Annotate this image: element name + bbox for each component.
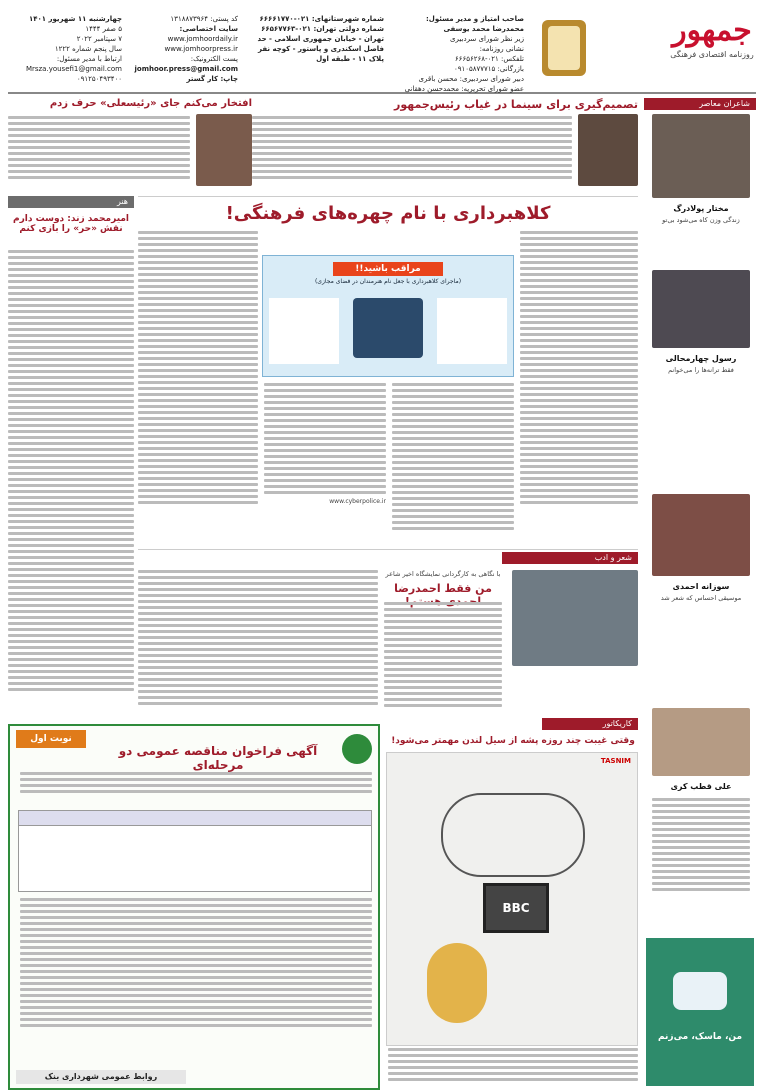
hacker-icon: [353, 298, 423, 358]
mask-icon: [673, 972, 727, 1010]
poet-name: علی قطب کری: [670, 782, 732, 791]
article-text: [252, 116, 572, 182]
cartoon-box: کاریکاتور وقتی غیبت چند روزه پشه از سیل لندن مهمتر می‌شود! TASNIM BBC: [388, 718, 638, 1086]
poet-text: موسیقی احساس که شعر شد: [660, 594, 742, 602]
cartoon-image: TASNIM BBC: [386, 752, 638, 1046]
covid-ad: من، ماسک، می‌زنم: [646, 938, 754, 1086]
fakhr-story: افتخار می‌کنم جای «رئیسعلی» حرف زدم: [8, 98, 252, 190]
poet-text: زندگی وزن کاه می‌شود بی‌تو: [662, 216, 740, 224]
infographic: مراقب باشید!! (ماجرای کلاهبرداری با جعل نام هنرمندان در فضای مجازی): [262, 255, 514, 377]
poet-text: فقط ترانه‌ها را می‌خوانم: [668, 366, 734, 374]
article-text: [388, 1048, 638, 1084]
tv-icon: BBC: [483, 883, 549, 933]
article-text: [264, 383, 386, 506]
section-band: شاعران معاصر: [644, 98, 756, 110]
article-text: [138, 570, 378, 708]
newspaper-logo: جمهور روزنامه اقتصادی فرهنگی: [670, 13, 754, 59]
infographic-text: [269, 298, 339, 364]
tender-table: [18, 810, 372, 892]
poet-name: رسول چهارمحالی: [665, 354, 737, 363]
mosquito-icon: [427, 943, 487, 1023]
festival-emblem-icon: [542, 20, 586, 76]
masthead-col4: چهارشنبه ۱۱ شهریور ۱۴۰۱ ۵ صفر ۱۴۴۴ ۷ سپتامبر ۲۰۲۲ سال پنجم شماره ۱۲۲۲ ارتباط با مدیر مسئول: Mrsza.yousefi1@gmail.com ۰۹۱۲۵۰۴۹۳۴۰۰: [25, 15, 122, 83]
article-text: [8, 116, 190, 182]
main-story: کلاهبرداری با نام چهره‌های فرهنگی! مراقب باشید!! (ماجرای کلاهبرداری با جعل نام هنرمندان در فضای مجازی) www.cyberpolice.ir: [138, 196, 638, 550]
poet-name: سوزانه احمدی: [672, 582, 730, 591]
article-photo: [512, 570, 638, 666]
poet-photo: [652, 494, 750, 576]
poet-photo: [652, 114, 750, 198]
poets-column: [644, 98, 756, 1088]
speech-bubble-icon: [441, 793, 585, 877]
poet-photo: [652, 270, 750, 348]
article-text: [392, 383, 514, 533]
article-photo: [196, 114, 252, 186]
masthead-col1: صاحب امتیاز و مدیر مسئول: محمدرضا محمد یوسفی زیر نظر شورای سردبیری نشانی روزنامه: تلفکس: ۰۲۱-۶۶۶۵۶۲۶۸ بازرگانی: ۰۹۱۰۵۸۷۷۷۱۵ دبیر شورای سردبیری: محسن باقری عضو شورای تحریریه: محمدحسن دهقانی: [404, 15, 524, 93]
masthead: [8, 8, 756, 94]
municipality-logo-icon: [342, 734, 372, 764]
poetry-story: شعر و ادب با نگاهی به کارگردانی نمایشگاه اخیر شاعر من فقط احمدرضا: [138, 552, 638, 714]
cinema-story: تصمیم‌گیری برای سینما در غیاب رئیس‌جمهور: [252, 98, 638, 190]
article-text: [138, 231, 258, 507]
article-text: [520, 231, 638, 507]
cyberpolice-link[interactable]: www.cyberpolice.ir: [329, 498, 386, 505]
tender-text: [20, 772, 372, 796]
poet-name: مختار پولادرگ: [673, 204, 729, 213]
tender-ad: نوبت اول آگهی فراخوان مناقصه عمومی دو مرحله‌ای روابط عمومی شهرداری بنک: [8, 724, 380, 1090]
masthead-col2: شماره شهرستانهای: ۰۲۱-۶۶۶۶۱۷۷۰ شماره دولتی تهران: ۰۲۱-۶۶۵۶۷۷۶۳ تهران - خیابان جمهوری اسلامی - حد فاصل اسکندری و پاستور - کوچه نفر پلاک ۱۱ - طبقه اول: [257, 15, 384, 63]
tender-text: [20, 898, 372, 1030]
masthead-col3: کد پستی: ۱۳۱۸۸۷۳۹۶۴ سایت اختصاصی: www.jomhoordaily.ir www.jomhoorpress.ir پست الکترونیک: jomhoor.press@gmail.com چاپ: کار گستر: [134, 15, 238, 83]
poet-photo: [652, 708, 750, 776]
art-column: هنر امیرمحمد زند: دوست دارم نقش «حر» را بازی کنم: [8, 196, 134, 706]
poet-text-block: [652, 798, 750, 894]
article-text: [8, 250, 134, 694]
article-photo: [578, 114, 638, 186]
infographic-text: [437, 298, 507, 364]
article-text: [384, 602, 502, 710]
